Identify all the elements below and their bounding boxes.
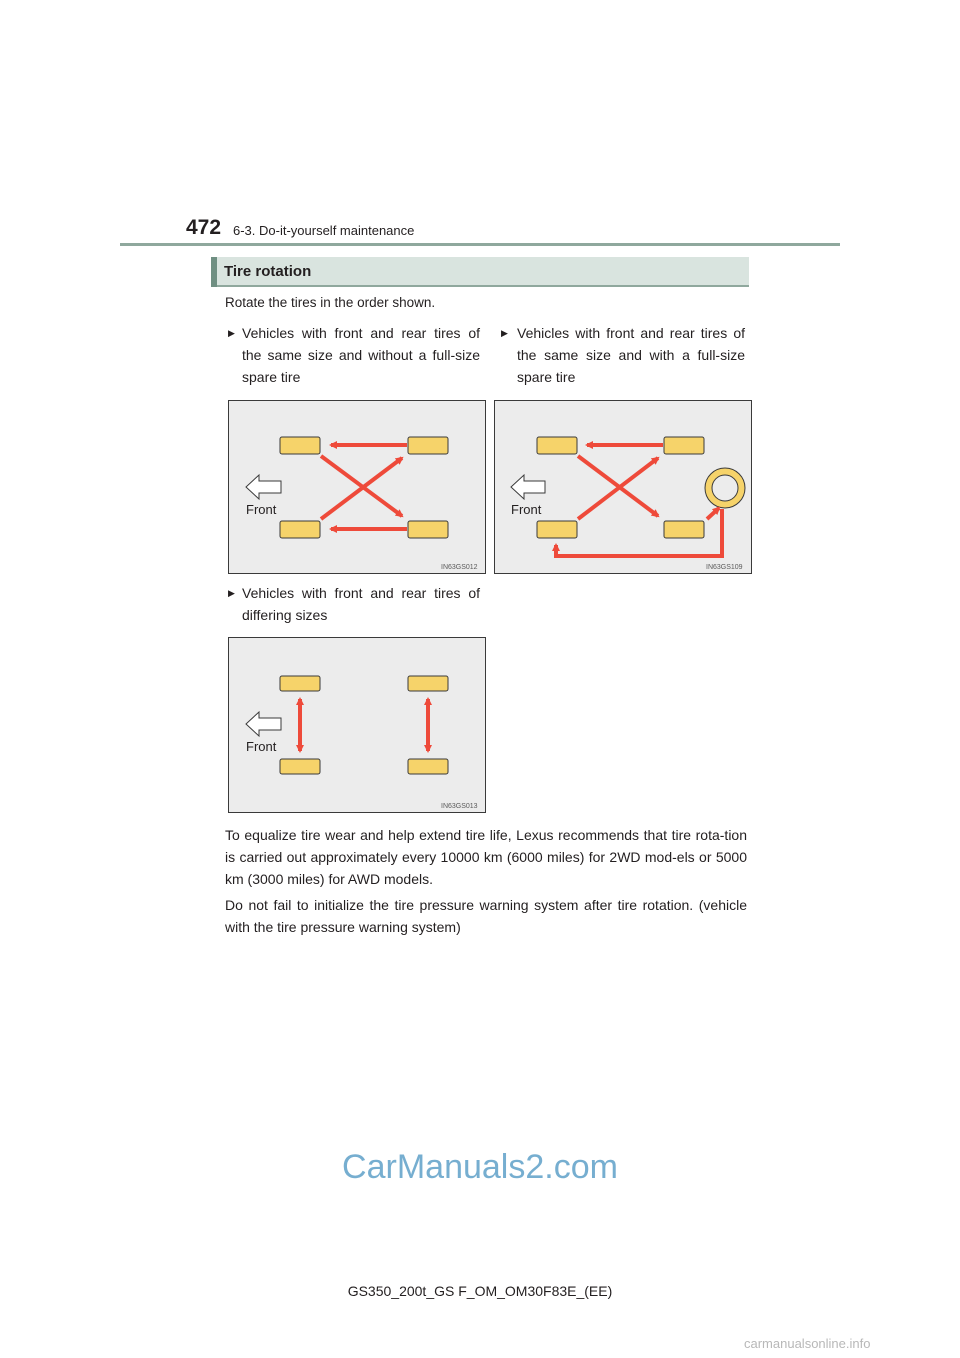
tpws-note-text: Do not fail to initialize the tire pressure warning system after tire rotation. (vehicle with the tire pressure warning system)	[225, 897, 747, 935]
front-label: Front	[246, 739, 277, 754]
tire-front-right	[280, 759, 320, 774]
bullet-triangle-icon: ▶	[228, 588, 235, 598]
tire-front-right	[280, 521, 320, 538]
spare-tire	[705, 468, 745, 508]
tire-rear-left	[408, 676, 448, 691]
rotation-interval-text: To equalize tire wear and help extend tire life, Lexus recommends that tire rota-tion is carried out approximately every 10000 km (6000 miles) for 2WD mod-els or 5000 km (3000 miles) for AWD models.	[225, 827, 747, 887]
figure-code: IN63GS109	[706, 564, 743, 571]
watermark-logo: CarManuals2.com	[342, 1148, 618, 1186]
tire-rear-right	[664, 521, 704, 538]
section-heading-accent	[211, 257, 217, 287]
page-number: 472	[186, 216, 222, 239]
tire-rear-right	[408, 521, 448, 538]
figure-code: IN63GS013	[441, 803, 478, 810]
figure-code: IN63GS012	[441, 564, 478, 571]
bullet-triangle-icon: ▶	[501, 328, 508, 338]
bullet-triangle-icon: ▶	[228, 328, 235, 338]
footer-document-code: GS350_200t_GS F_OM_OM30F83E_(EE)	[347, 1283, 613, 1299]
bullet-with-spare: Vehicles with front and rear tires of the same size and with a full-size spare tire	[517, 325, 745, 385]
rotation-arrows	[300, 699, 428, 751]
front-arrow-icon	[246, 712, 281, 736]
tire-rear-left	[408, 437, 448, 454]
tire-front-right	[537, 521, 577, 538]
site-watermark: carmanualsonline.info	[744, 1336, 871, 1351]
bullet-differing-sizes: Vehicles with front and rear tires of differing sizes	[242, 585, 480, 623]
section-heading: Tire rotation	[224, 263, 312, 280]
tire-rear-right	[408, 759, 448, 774]
diagram-rotation-with-spare	[494, 400, 752, 574]
front-arrow-icon	[246, 475, 281, 499]
front-label: Front	[246, 502, 277, 517]
tire-front-left	[280, 437, 320, 454]
header-rule	[120, 243, 840, 246]
front-arrow-icon	[511, 475, 545, 499]
tire-rear-left	[664, 437, 704, 454]
bullet-no-spare: Vehicles with front and rear tires of the same size and without a full-size spare tire	[242, 325, 480, 385]
rotation-arrows	[556, 445, 722, 556]
front-label: Front	[511, 502, 542, 517]
tire-front-left	[537, 437, 577, 454]
tire-front-left	[280, 676, 320, 691]
diagram-rotation-differing-sizes	[228, 637, 486, 813]
intro-text: Rotate the tires in the order shown.	[225, 295, 436, 310]
section-title: 6-3. Do-it-yourself maintenance	[233, 223, 415, 238]
rotation-arrows	[321, 445, 407, 529]
diagram-rotation-no-spare	[228, 400, 486, 574]
